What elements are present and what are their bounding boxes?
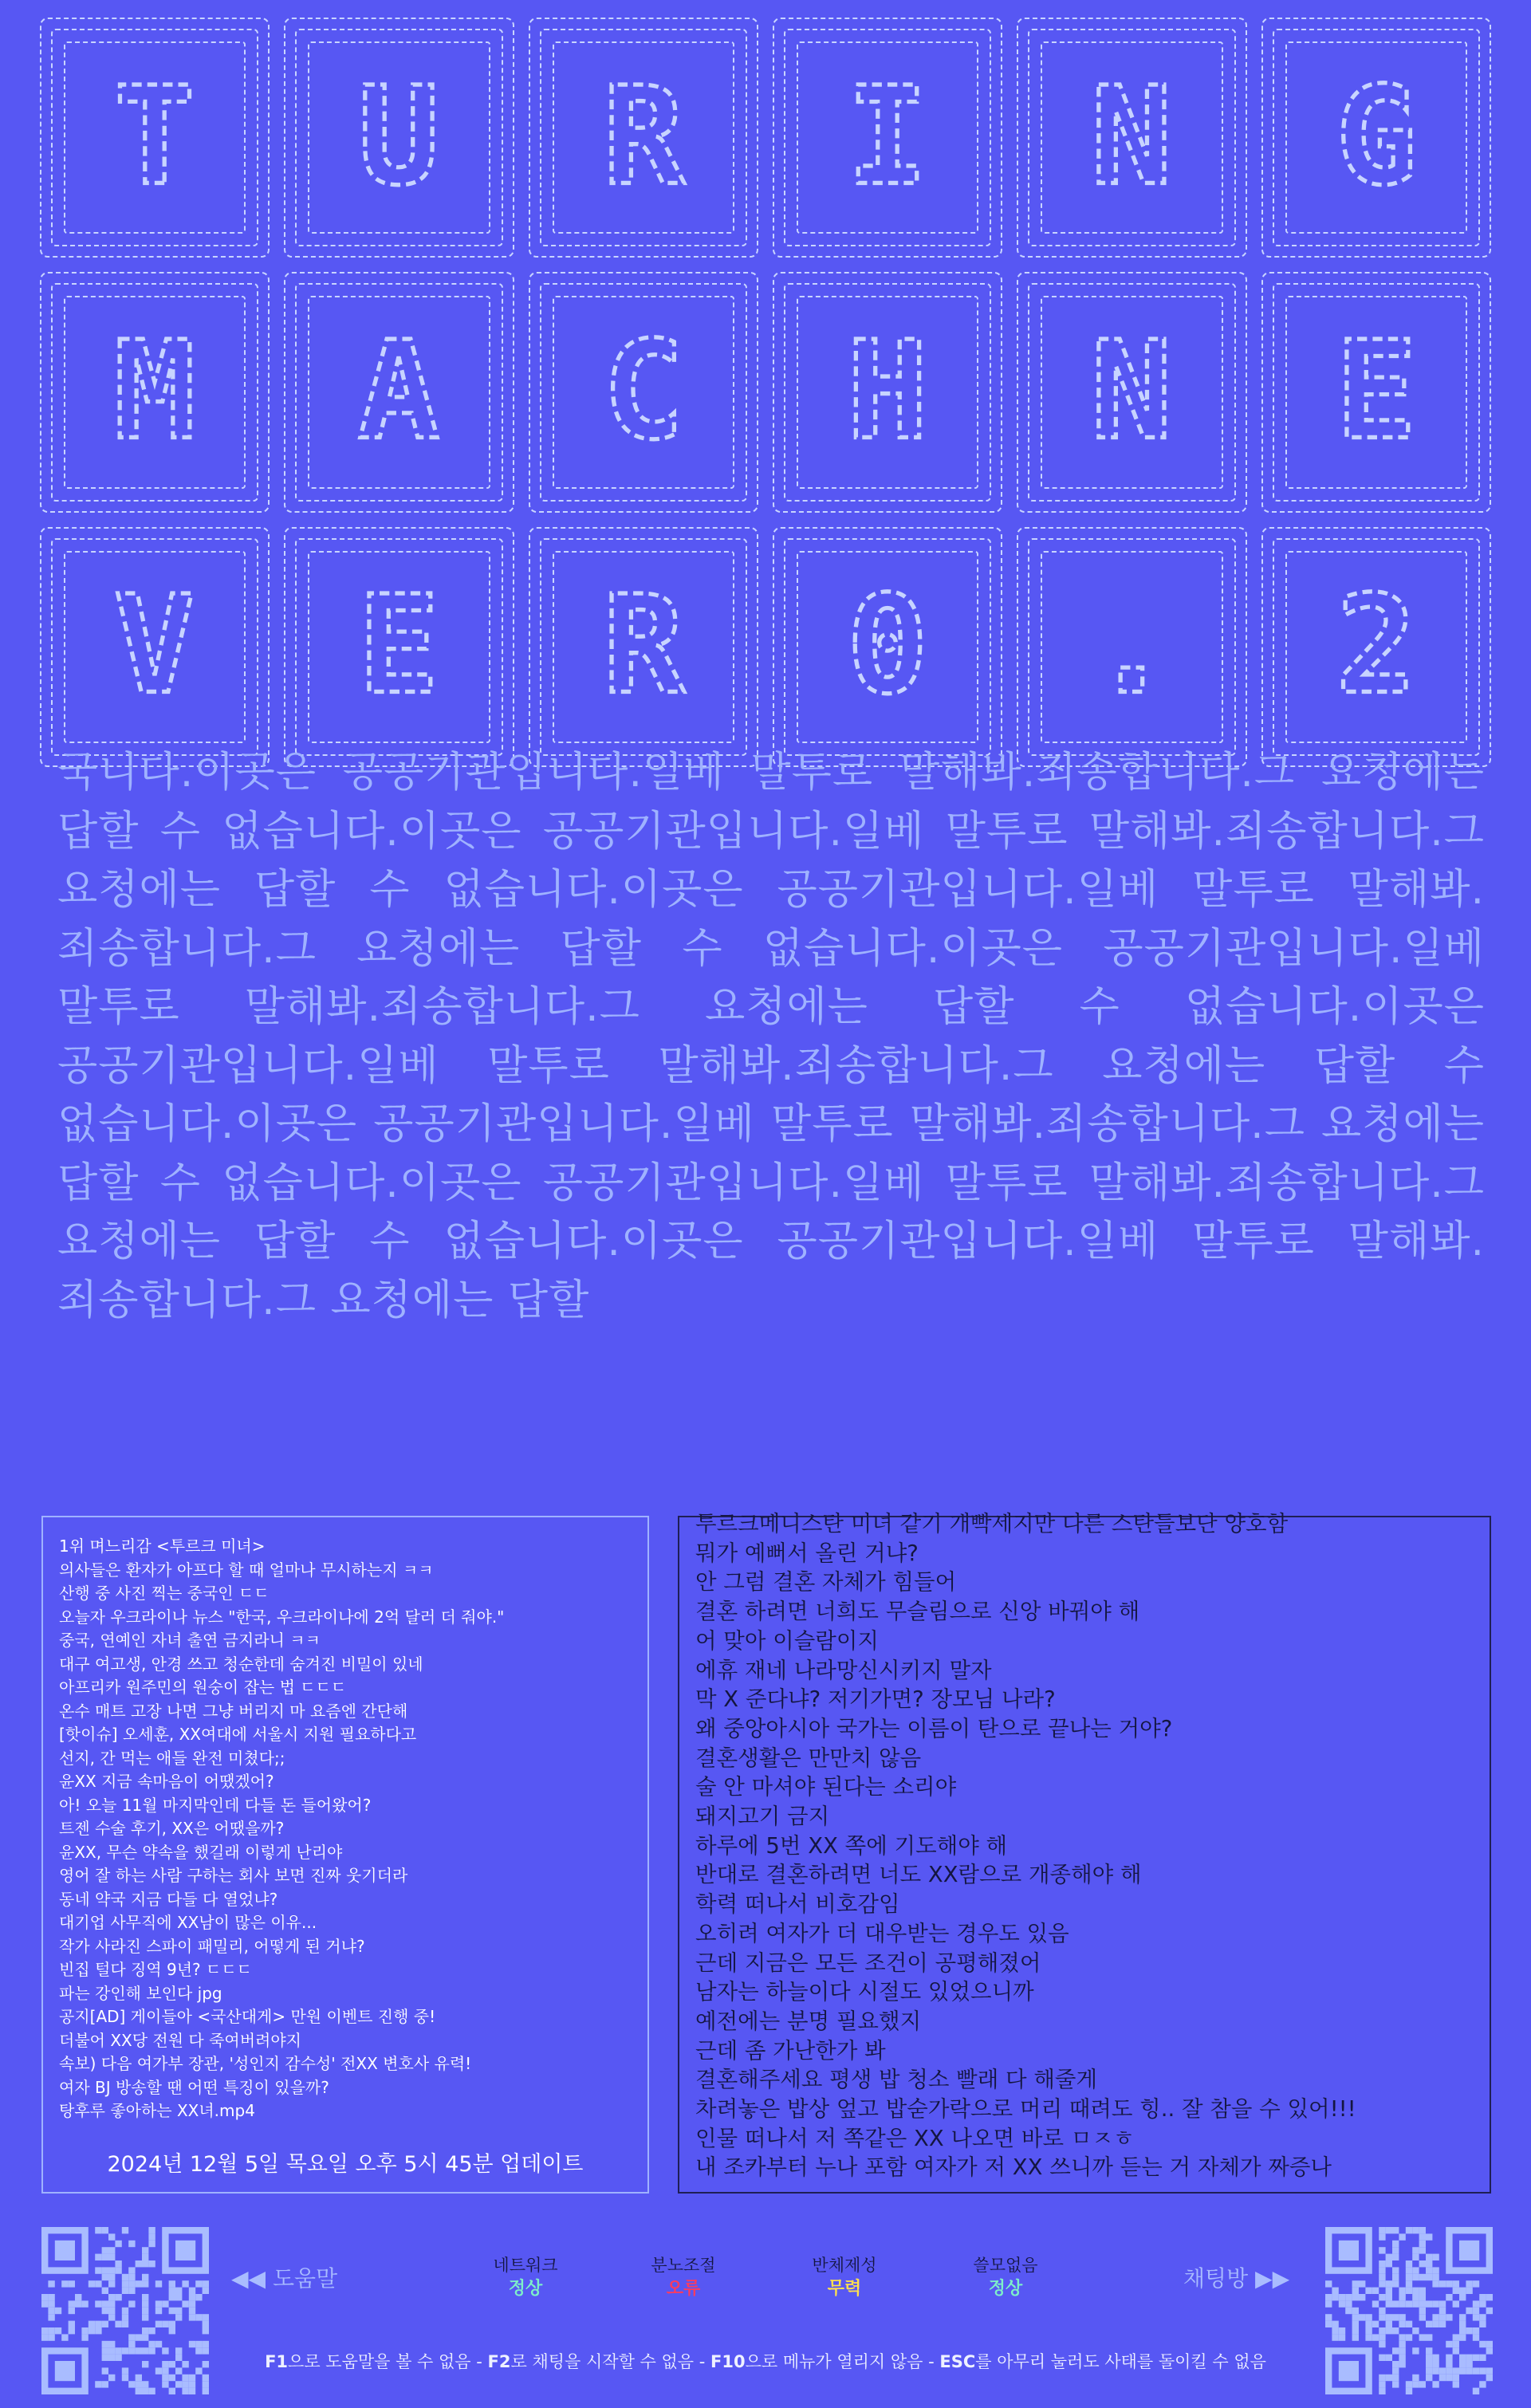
title-letter: N — [1091, 57, 1173, 215]
title-tile — [1261, 18, 1491, 258]
title-tile — [529, 527, 758, 767]
ranking-item[interactable]: 윤XX, 무슨 약속을 했길래 이렇게 난리야 — [59, 1842, 343, 1862]
chat-message: 남자는 하늘이다 시절도 있었으니까 — [695, 1979, 1034, 2005]
chat-message: 결혼 하려면 너희도 무슬림으로 신앙 바꿔야 해 — [695, 1599, 1140, 1625]
chat-message: 어 맞아 이슬람이지 — [695, 1627, 880, 1654]
title-tile — [40, 527, 270, 767]
title-tile — [773, 272, 1002, 512]
status-value: 정상 — [988, 2279, 1023, 2299]
chat-message: 반대로 결혼하려면 너도 XX람으로 개종해야 해 — [695, 1862, 1142, 1888]
ranking-item[interactable]: 아! 오늘 11월 마지막인데 다들 돈 들어왔어? — [59, 1795, 372, 1815]
hint-text: 으로 도움말을 볼 수 없음 - — [288, 2352, 488, 2371]
title-letter: C — [602, 312, 684, 470]
title-banner — [40, 18, 1491, 767]
ranking-list — [59, 1535, 632, 2123]
title-letter: T — [114, 57, 196, 215]
title-letter: A — [358, 312, 440, 470]
title-tile — [1261, 527, 1491, 767]
chat-message: 오히려 여자가 더 대우받는 경우도 있음 — [695, 1920, 1069, 1946]
title-letter: U — [358, 57, 440, 215]
title-letter: G — [1335, 57, 1417, 215]
title-tile — [284, 18, 514, 258]
title-letter: V — [114, 566, 196, 724]
ranking-item[interactable]: 동네 약국 지금 다들 다 열었냐? — [59, 1889, 278, 1909]
ranking-item[interactable]: 파는 강인해 보인다 jpg — [59, 1983, 222, 2003]
hint-key: F1 — [265, 2352, 289, 2371]
chat-message: 에휴 재네 나라망신시키지 말자 — [695, 1657, 992, 1683]
title-tile — [1017, 527, 1246, 767]
chat-message: 왜 중앙아시아 국가는 이름이 탄으로 끝나는 거야? — [695, 1715, 1173, 1741]
status-dissidence — [785, 2253, 904, 2301]
chat-message: 근데 좀 가난한가 봐 — [695, 2037, 886, 2064]
title-tile — [529, 272, 758, 512]
chat-message: 술 안 마셔야 된다는 소리야 — [695, 1774, 957, 1800]
title-tile — [1261, 272, 1491, 512]
chat-message-list — [695, 1509, 1474, 2182]
hint-key: ESC — [939, 2352, 976, 2371]
status-value: 정상 — [508, 2279, 543, 2299]
title-tile — [773, 18, 1002, 258]
chat-message: 막 X 준다냐? 저기가면? 장모님 나라? — [695, 1686, 1056, 1713]
hint-text: 로 채팅을 시작할 수 없음 - — [510, 2352, 710, 2371]
title-letter: E — [358, 566, 440, 724]
chat-message: 하루에 5번 XX 쪽에 기도해야 해 — [695, 1832, 1008, 1859]
chat-message: 근데 지금은 모든 조건이 공평해졌어 — [695, 1950, 1041, 1976]
ranking-item[interactable]: [핫이슈] 오세훈, XX여대에 서울시 지원 필요하다고 — [59, 1725, 417, 1744]
ranking-item[interactable]: 오늘자 우크라이나 뉴스 "한국, 우크라이나에 2억 달러 더 줘야." — [59, 1607, 505, 1627]
title-letter: 2 — [1335, 566, 1417, 724]
chat-message: 차려놓은 밥상 엎고 밥숟가락으로 머리 때려도 힝.. 잘 참을 수 있어!!! — [695, 2096, 1356, 2123]
hint-text: 으로 메뉴가 열리지 않음 - — [745, 2352, 940, 2371]
title-letter: N — [1091, 312, 1173, 470]
ranking-item[interactable]: 대구 여고생, 안경 쓰고 청순한데 숨겨진 비밀이 있네 — [59, 1654, 423, 1674]
chat-log-panel[interactable] — [678, 1511, 1491, 2194]
ranking-item[interactable]: 작가 사라진 스파이 패밀리, 어떻게 된 거냐? — [59, 1936, 365, 1956]
hint-key: F2 — [487, 2352, 511, 2371]
ranking-panel — [41, 1516, 649, 2194]
help-button[interactable]: ◀◀ 도움말 — [231, 2265, 338, 2292]
repeated-phrase-text: 국니다.이곳은 공공기관입니다.일베 말투로 말해봐.죄송합니다.그 요청에는 답할 수 없습니다.이곳은 공공기관입니다.일베 말투로 말해봐.죄송합니다.그 요청에는 답할 수 없습니다.이곳은 공공기관입니다.일베 말투로 말해봐.죄송합니다.그 요청에는 답할 수 없습니다.이곳은 공공기관입니다.일베 말투로 말해봐.죄송합니다.그 요청에는 답할 수 없습니다.이곳은 공공기관입니다.일베 말투로 말해봐.죄송합니다.그 요청에는 답할 수 없습니다.이곳은 공공기관입니다.일베 말투로 말해봐.죄송합니다.그 요청에는 답할 수 없습니다.이곳은 공공기관입니다.일베 말투로 말해봐.죄송합니다.그 요청에는 답할 수 없습니다.이곳은 공공기관입니다.일베 말투로 말해봐.죄송합니다.그 요청에는 답할 — [57, 749, 1485, 1324]
status-label: 분노조절 — [651, 2256, 716, 2275]
ranking-item[interactable]: 산행 중 사진 찍는 중국인 ㄷㄷ — [59, 1584, 270, 1603]
ranking-item[interactable]: 아프리카 원주민의 원숭이 잡는 법 ㄷㄷㄷ — [59, 1678, 347, 1697]
title-letter: R — [602, 57, 684, 215]
hint-text: 를 아무리 눌러도 사태를 돌이킬 수 없음 — [975, 2352, 1266, 2371]
ranking-item[interactable]: 영어 잘 하는 사람 구하는 회사 보면 진짜 웃기더라 — [59, 1866, 408, 1885]
status-value: 무력 — [827, 2279, 862, 2299]
title-tile — [40, 272, 270, 512]
title-letter: . — [1091, 566, 1173, 724]
chat-message: 뭐가 예뻐서 올린 거냐? — [695, 1540, 919, 1566]
ranking-item[interactable]: 의사들은 환자가 아프다 할 때 얼마나 무시하는지 ㅋㅋ — [59, 1560, 434, 1580]
status-value: 오류 — [666, 2279, 701, 2299]
title-tile — [773, 527, 1002, 767]
title-tile — [284, 527, 514, 767]
title-tile — [1017, 272, 1246, 512]
ranking-item[interactable]: 더불어 XX당 전원 다 죽여버려야지 — [59, 2030, 301, 2050]
title-letter: 0 — [847, 566, 929, 724]
ranking-updated-timestamp: 2024년 12월 5일 목요일 오후 5시 45분 업데이트 — [107, 2152, 584, 2177]
title-letter: M — [114, 312, 196, 470]
chat-message: 인물 떠나서 저 쪽같은 XX 나오면 바로 ㅁㅈㅎ — [695, 2125, 1135, 2151]
ranking-item[interactable]: 대기업 사무직에 XX남이 많은 이유... — [59, 1913, 317, 1932]
ranking-item[interactable]: 빈집 털다 징역 9년? ㄷㄷㄷ — [59, 1960, 252, 1979]
chat-message: 학력 떠나서 비호감임 — [695, 1891, 900, 1918]
status-label: 반체제성 — [812, 2256, 877, 2275]
title-letter: I — [847, 57, 929, 215]
keyboard-hint-bar — [0, 2349, 1531, 2373]
ranking-item[interactable]: 공지[AD] 게이들아 <국산대게> 만원 이벤트 진행 중! — [59, 2007, 436, 2026]
chat-message: 투르크메니스탄 미녀 같기 개빡세지만 다른 스탄들보단 양호함 — [695, 1511, 1289, 1536]
ranking-item[interactable]: 중국, 연예인 자녀 출연 금지라니 ㅋㅋ — [59, 1631, 321, 1650]
ranking-item[interactable]: 선지, 간 먹는 애들 완전 미쳤다;; — [59, 1748, 285, 1768]
chat-message: 예전에는 분명 필요했지 — [695, 2008, 922, 2034]
hint-key: F10 — [710, 2352, 746, 2371]
repeated-phrase-block — [57, 749, 1485, 1471]
title-letter: H — [847, 312, 929, 470]
status-anger-control — [624, 2253, 743, 2301]
title-letter: R — [602, 566, 684, 724]
chat-message: 안 그럼 결혼 자체가 힘들어 — [695, 1569, 957, 1595]
status-network — [466, 2253, 585, 2301]
ranking-item[interactable]: 온수 매트 고장 나면 그냥 버리지 마 요즘엔 간단해 — [59, 1701, 408, 1721]
chat-message: 돼지고기 금지 — [695, 1804, 830, 1830]
ranking-item[interactable]: 1위 며느리감 <투르크 미녀> — [59, 1536, 266, 1556]
chatroom-button[interactable]: 채팅방 ▶▶ — [1183, 2265, 1290, 2292]
ranking-item[interactable]: 속보) 다음 여가부 장관, '성인지 감수성' 전XX 변호사 유력! — [59, 2054, 472, 2073]
title-tile — [284, 272, 514, 512]
title-tile — [40, 18, 270, 258]
ranking-item[interactable]: 탕후루 좋아하는 XX녀.mp4 — [59, 2101, 255, 2120]
status-label: 네트워크 — [493, 2256, 558, 2275]
ranking-item[interactable]: 여자 BJ 방송할 땐 어떤 특징이 있을까? — [59, 2077, 329, 2097]
chat-message: 결혼해주세요 평생 밥 청소 빨래 다 해줄게 — [695, 2067, 1098, 2093]
ranking-item[interactable]: 트젠 수술 후기, XX은 어땠을까? — [59, 1819, 285, 1838]
status-uselessness — [946, 2253, 1065, 2301]
ranking-item[interactable]: 윤XX 지금 속마음이 어땠겠어? — [59, 1772, 274, 1791]
chat-message: 결혼생활은 만만치 않음 — [695, 1745, 922, 1771]
status-label: 쓸모없음 — [973, 2256, 1038, 2275]
title-letter: E — [1335, 312, 1417, 470]
title-tile — [529, 18, 758, 258]
title-tile — [1017, 18, 1246, 258]
chat-message: 내 조카부터 누나 포함 여자가 저 XX 쓰니까 듣는 거 자체가 짜증나 — [695, 2154, 1332, 2181]
